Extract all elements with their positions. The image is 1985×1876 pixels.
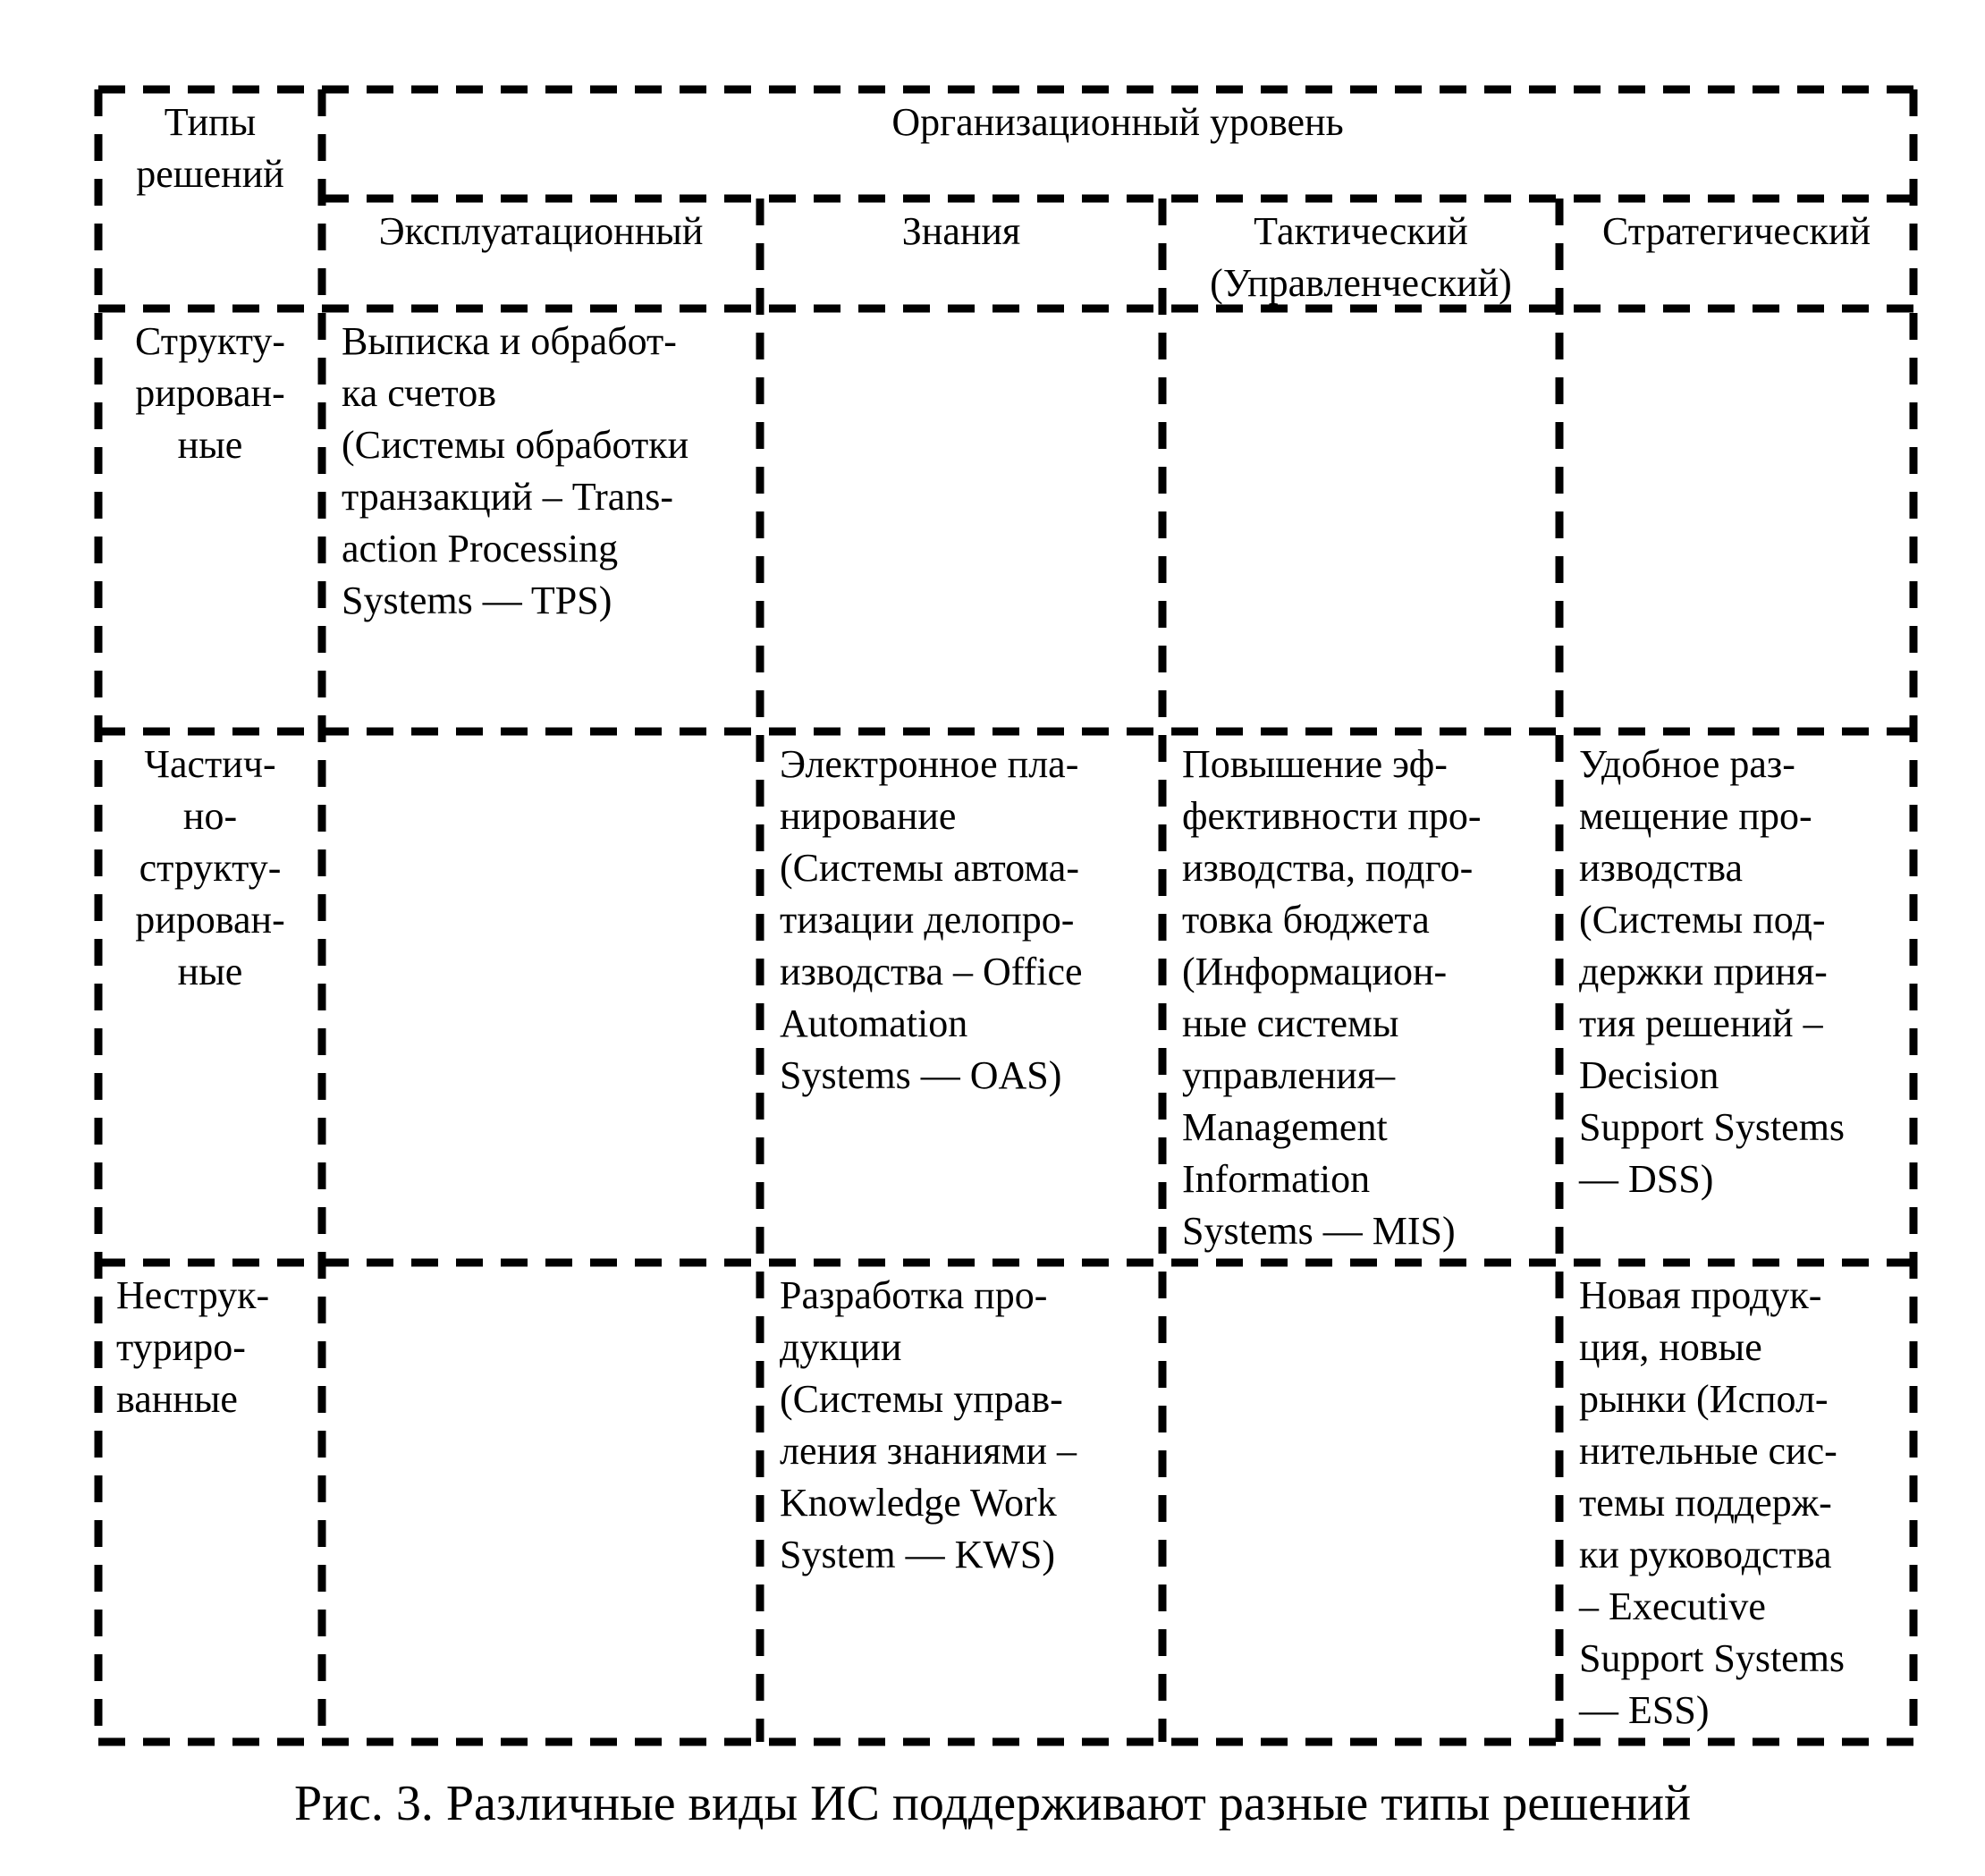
- cell-unstructured-knowledge: Разработка про- дукции (Системы управ- ления знаниями – Knowledge Work System — KWS): [780, 1273, 1077, 1576]
- cell-semi-knowledge: Электронное пла- нирование (Системы автома- тизации делопро- изводства – Office Automation Systems — OAS): [780, 742, 1083, 1097]
- level-tactical: Тактический (Управленческий): [1210, 209, 1512, 305]
- header-decision-types: Типы решений: [136, 100, 284, 196]
- header-org-level: Организационный уровень: [891, 100, 1344, 144]
- row-label-semi-structured: Частич- но- структу- рирован- ные: [135, 742, 285, 993]
- row-label-structured: Структу- рирован- ные: [134, 319, 286, 467]
- level-strategic: Стратегический: [1601, 209, 1871, 253]
- row-label-unstructured: Неструк- туриро- ванные: [116, 1273, 270, 1421]
- cell-semi-strategic: Удобное раз- мещение про- изводства (Системы под- держки приня- тия решений – Decision Support Systems — DSS): [1579, 742, 1846, 1201]
- cell-unstructured-strategic: Новая продук- ция, новые рынки (Испол- нительные сис- темы поддерж- ки руководства – Executive Support Systems — ESS): [1579, 1273, 1846, 1732]
- cell-structured-operational: Выписка и обработ- ка счетов (Системы обработки транзакций – Trans- action Processing Systems — TPS): [342, 319, 689, 622]
- level-operational: Эксплуатационный: [378, 209, 704, 253]
- cell-semi-tactical: Повышение эф- фективности про- изводства, подго- товка бюджета (Информацион- ные системы управления– Management Information Systems — MIS): [1182, 742, 1482, 1253]
- level-knowledge: Знания: [901, 209, 1021, 253]
- figure-caption: Рис. 3. Различные виды ИС поддерживают разные типы решений: [293, 1776, 1692, 1831]
